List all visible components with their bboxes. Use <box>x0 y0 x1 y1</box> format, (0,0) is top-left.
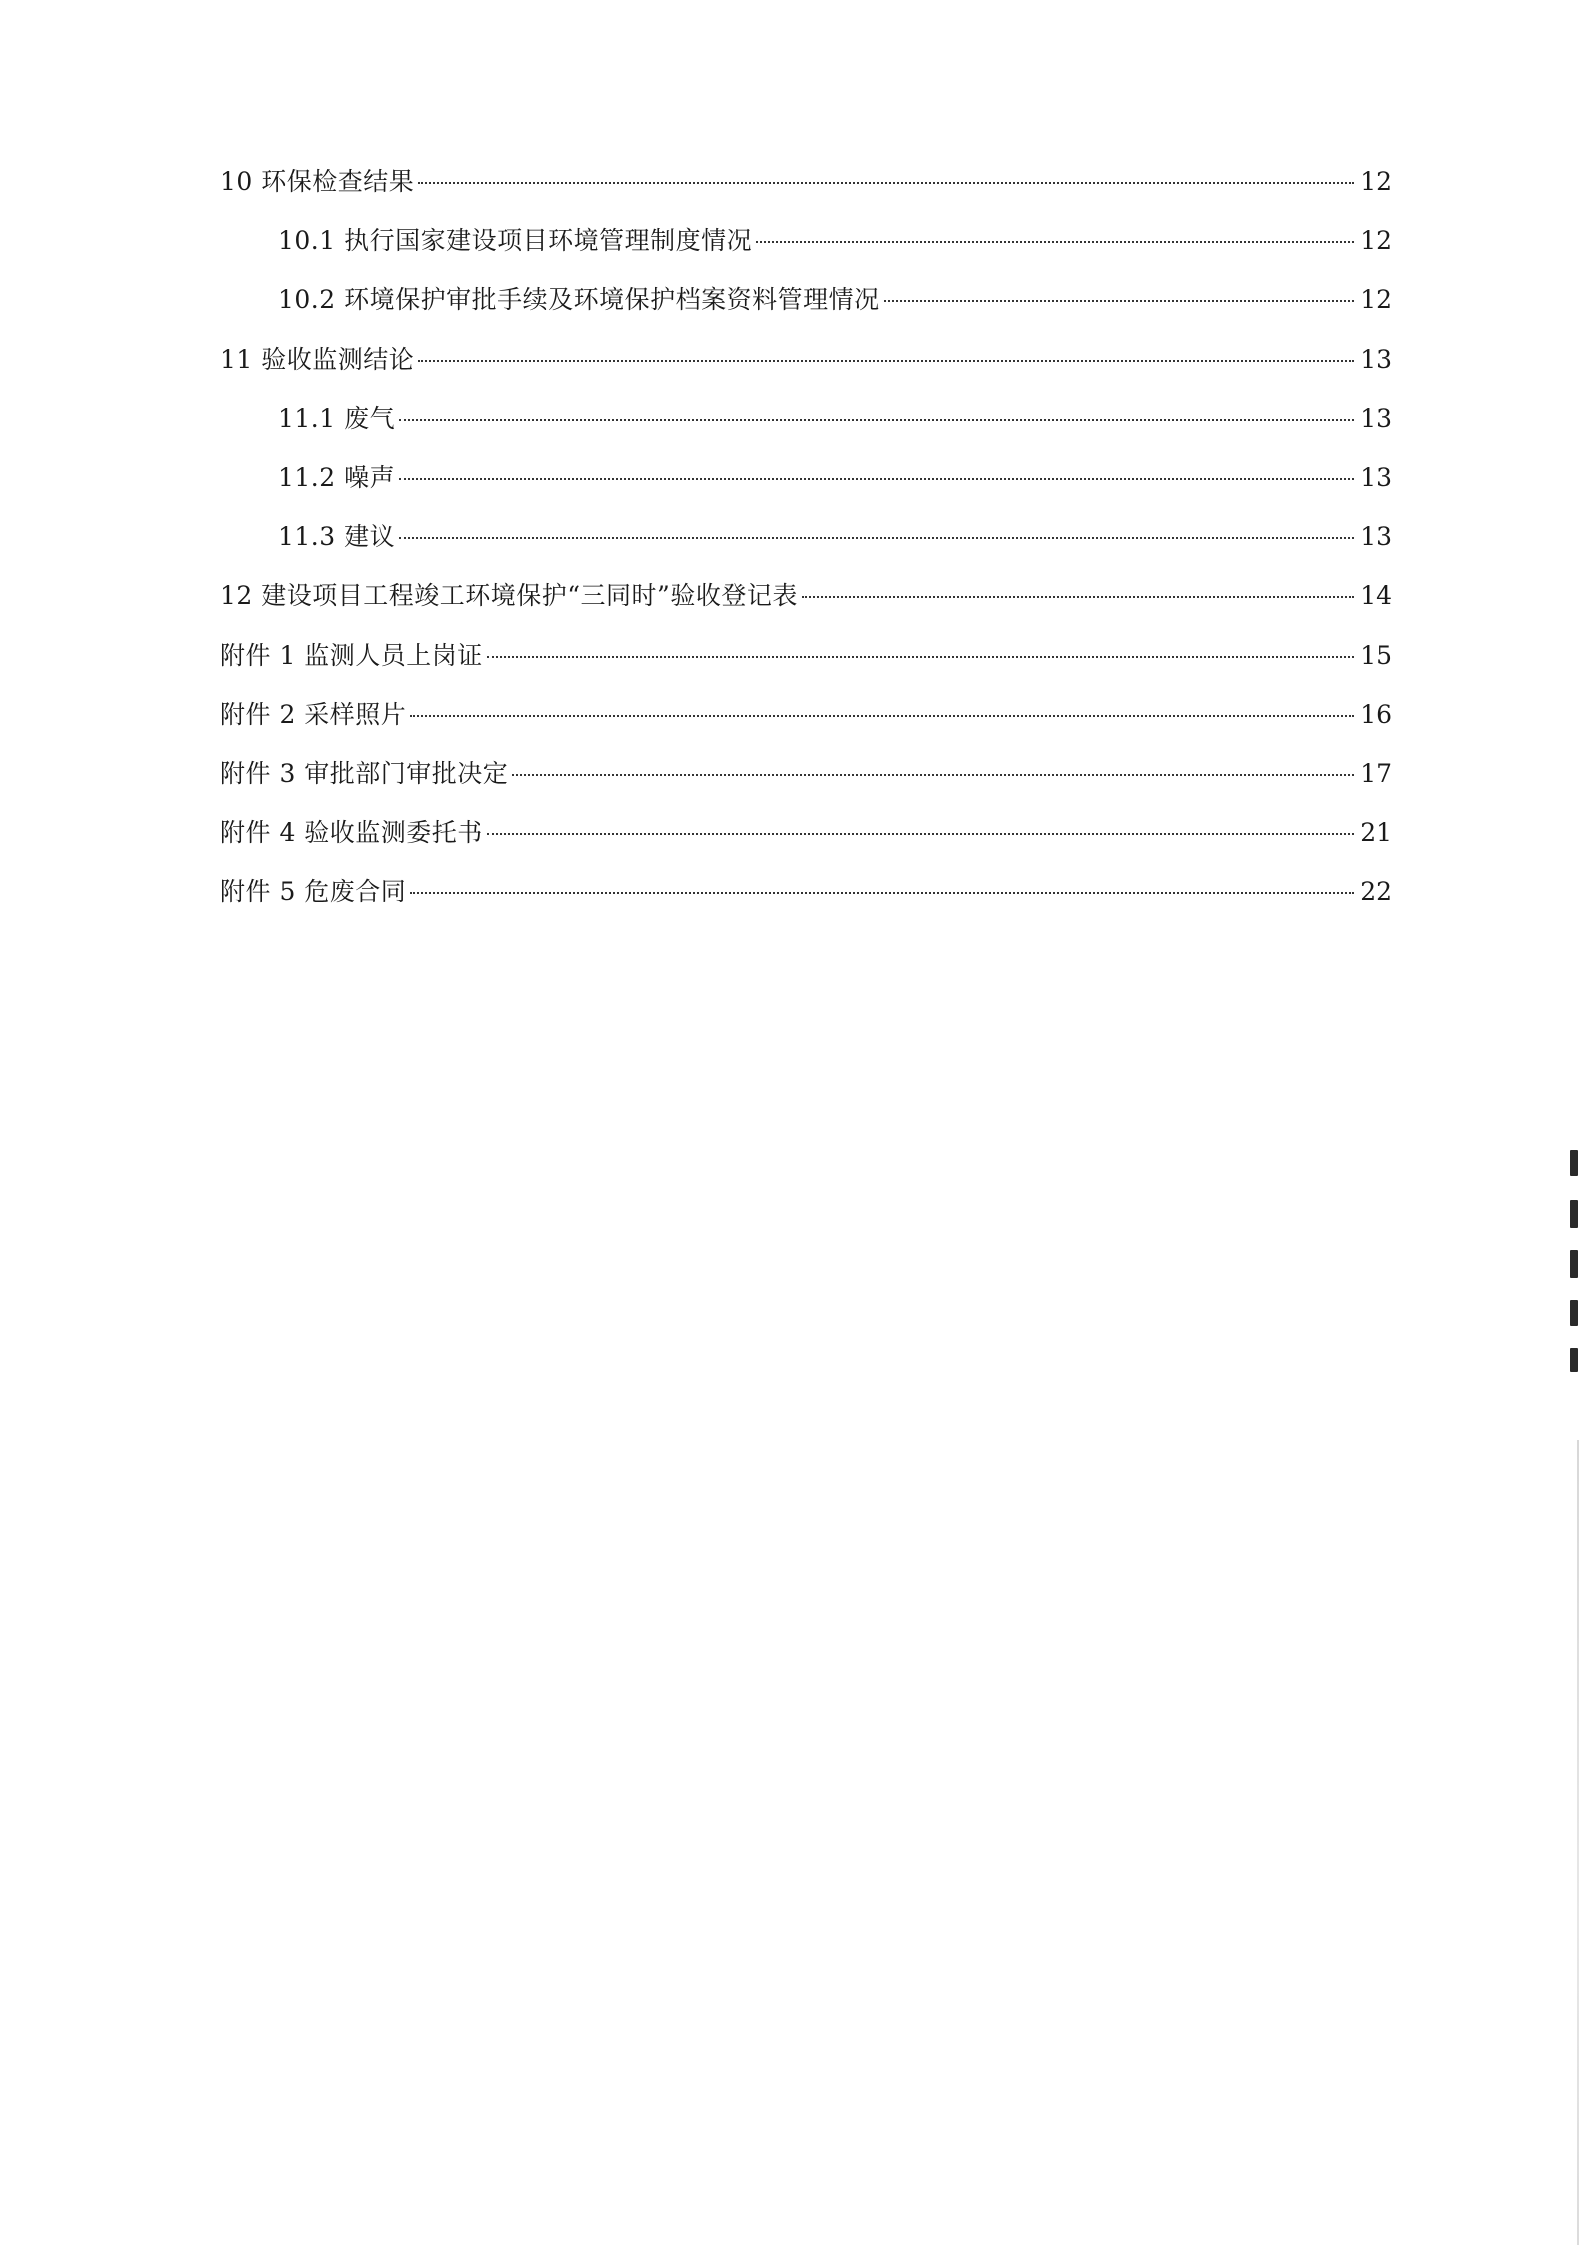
scan-artifact <box>1570 1200 1578 1228</box>
toc-entry-label: 11.1 废气 <box>278 403 396 433</box>
toc-entry[interactable] <box>220 862 1392 921</box>
toc-entry-label: 12 建设项目工程竣工环境保护“三同时”验收登记表 <box>220 581 798 611</box>
toc-dot-leader <box>512 773 1354 776</box>
toc-page-number: 14 <box>1360 581 1392 611</box>
toc-page-number: 21 <box>1360 818 1392 848</box>
toc-dot-leader <box>756 240 1354 243</box>
toc-entry[interactable] <box>220 389 1392 448</box>
scan-artifact <box>1570 1348 1578 1372</box>
toc-page-number: 12 <box>1360 226 1392 256</box>
toc-dot-leader <box>802 595 1354 598</box>
toc-dot-leader <box>410 891 1354 894</box>
toc-dot-leader <box>418 181 1354 184</box>
toc-entry-label: 11 验收监测结论 <box>220 344 415 374</box>
toc-page-number: 13 <box>1360 522 1392 552</box>
toc-page-number: 13 <box>1360 403 1392 433</box>
toc-dot-leader <box>487 832 1354 835</box>
toc-entry[interactable] <box>220 803 1392 862</box>
scan-artifact <box>1570 1300 1578 1326</box>
toc-entry[interactable] <box>220 744 1392 803</box>
toc-entry[interactable] <box>220 685 1392 744</box>
scan-artifact <box>1570 1250 1578 1278</box>
toc-entry[interactable] <box>220 152 1392 211</box>
toc-page-number: 13 <box>1360 462 1392 492</box>
toc-page-number: 13 <box>1360 344 1392 374</box>
toc-entry-label: 附件 4 验收监测委托书 <box>220 818 483 848</box>
toc-page-number: 15 <box>1360 640 1392 670</box>
toc-entry-label: 附件 5 危废合同 <box>220 877 407 907</box>
scan-edge-marks <box>1568 1150 1587 1380</box>
toc-entry-label: 10 环保检查结果 <box>220 167 415 196</box>
toc-dot-leader <box>418 359 1354 362</box>
toc-entry[interactable] <box>220 448 1392 507</box>
toc-page-number: 12 <box>1360 167 1392 196</box>
toc-entry[interactable] <box>220 626 1392 685</box>
toc-entry-label: 附件 2 采样照片 <box>220 699 407 729</box>
scan-artifact <box>1570 1150 1578 1176</box>
toc-dot-leader <box>410 714 1354 717</box>
scan-edge-line <box>1577 1440 1579 2245</box>
toc-entry-label: 11.3 建议 <box>278 522 396 552</box>
toc-dot-leader <box>884 299 1355 302</box>
toc-entry[interactable] <box>220 330 1392 389</box>
toc-entry[interactable] <box>220 270 1392 329</box>
toc-entry[interactable] <box>220 211 1392 270</box>
toc-entry-label: 10.1 执行国家建设项目环境管理制度情况 <box>278 226 753 256</box>
toc-page-number: 17 <box>1360 758 1392 788</box>
toc-entry-label: 11.2 噪声 <box>278 462 396 492</box>
toc-dot-leader <box>399 536 1354 539</box>
table-of-contents <box>220 152 1392 921</box>
toc-entry-label: 附件 3 审批部门审批决定 <box>220 758 509 788</box>
toc-entry-label: 10.2 环境保护审批手续及环境保护档案资料管理情况 <box>278 285 880 315</box>
toc-entry[interactable] <box>220 566 1392 625</box>
toc-page-number: 16 <box>1360 699 1392 729</box>
toc-page-number: 12 <box>1360 285 1392 315</box>
toc-dot-leader <box>399 418 1354 421</box>
toc-page-number: 22 <box>1360 877 1392 907</box>
toc-dot-leader <box>487 655 1354 658</box>
toc-dot-leader <box>399 477 1354 480</box>
toc-entry[interactable] <box>220 507 1392 566</box>
toc-entry-label: 附件 1 监测人员上岗证 <box>220 640 483 670</box>
